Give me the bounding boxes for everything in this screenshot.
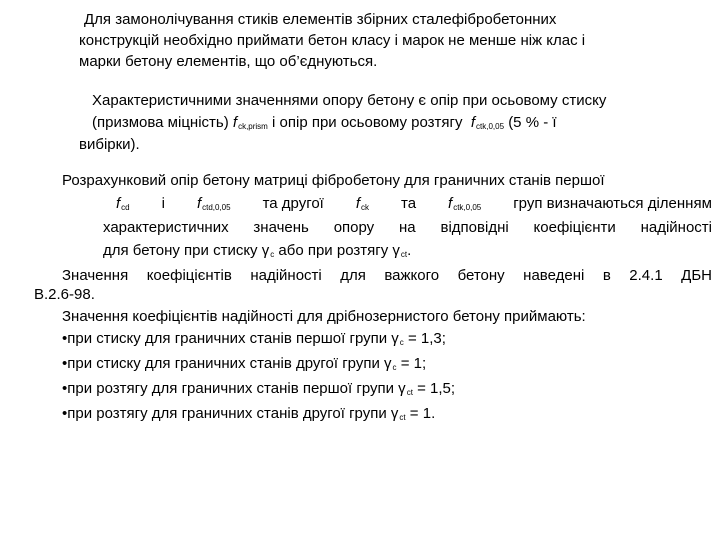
- bullet-text: •при розтягу для граничних станів першої групи γ: [62, 380, 406, 397]
- subscript: c: [270, 250, 275, 259]
- bullet-item: [62, 354, 426, 378]
- para4-line1: Значення коефіцієнтів надійності для важкого бетону наведені в 2.4.1 ДБН: [62, 267, 712, 284]
- subscript: ct: [400, 250, 408, 259]
- para1-line1: Для замонолічування стиків елементів збірних сталефібробетонних: [84, 11, 557, 28]
- f-symbol: f: [196, 195, 202, 212]
- subscript: ctd,0,05: [202, 203, 231, 212]
- para2-text: і опір при осьовому розтягу: [272, 114, 463, 131]
- para3-line4: [103, 241, 411, 265]
- para2-line3: вибірки).: [79, 136, 140, 153]
- para4-line2: В.2.6-98.: [34, 286, 95, 303]
- para2-text: (5 % - ї: [508, 114, 557, 131]
- para3-line3: характеристичних значень опору на відповідні коефіцієнти надійності: [103, 219, 712, 236]
- para2-line1: Характеристичними значеннями опору бетону є опір при осьовому стиску: [92, 92, 607, 109]
- para3-text: та: [401, 195, 417, 212]
- para1-line3: марки бетону елементів, що об’єднуються.: [79, 53, 378, 70]
- subscript: ctk,0,05: [453, 203, 482, 212]
- f-symbol: f: [448, 195, 453, 212]
- bullet-value: = 1.: [405, 405, 436, 422]
- bullet-item: [62, 379, 455, 403]
- f-symbol: f: [232, 114, 238, 131]
- para3-line1: Розрахунковий опір бетону матриці фібробетону для граничних станів першої: [62, 172, 605, 189]
- subscript: cd: [121, 203, 130, 212]
- subscript: ck: [361, 203, 370, 212]
- bullet-text: •при стиску для граничних станів першої групи γ: [62, 330, 399, 347]
- bullet-item: [62, 329, 446, 353]
- bullet-value: = 1,3;: [403, 330, 446, 347]
- para3-text: .: [407, 242, 412, 259]
- subscript: ct: [399, 413, 406, 422]
- bullet-item: [62, 404, 435, 428]
- bullet-text: •при стиску для граничних станів другої групи γ: [62, 355, 392, 372]
- para3-line2: [116, 194, 712, 218]
- para1-line2: конструкцій необхідно приймати бетон класу і марок не менше ніж клас і: [79, 32, 586, 49]
- subscript: ct: [406, 388, 413, 397]
- para2-line2: [92, 113, 557, 137]
- f-symbol: f: [355, 195, 361, 212]
- para2-text: (призмова міцність): [92, 114, 229, 131]
- para3-text: або при розтягу γ: [278, 242, 400, 259]
- subscript: ctk,0,05: [476, 122, 505, 131]
- f-symbol: f: [470, 114, 475, 131]
- subscript: c: [392, 363, 397, 372]
- bullet-value: = 1,5;: [412, 380, 456, 397]
- f-symbol: f: [116, 195, 121, 212]
- bullet-value: = 1;: [396, 355, 427, 372]
- para3-text: і: [161, 195, 165, 212]
- para5-line1: Значення коефіцієнтів надійності для дрібнозернистого бетону приймають:: [62, 308, 586, 325]
- bullet-text: •при розтягу для граничних станів другої групи γ: [62, 405, 399, 422]
- subscript: c: [399, 338, 404, 347]
- para3-text: та другої: [262, 195, 324, 212]
- subscript: ck,prism: [238, 122, 268, 131]
- para3-text: для бетону при стиску γ: [103, 242, 270, 259]
- para3-text: груп визначаються діленням: [513, 195, 712, 212]
